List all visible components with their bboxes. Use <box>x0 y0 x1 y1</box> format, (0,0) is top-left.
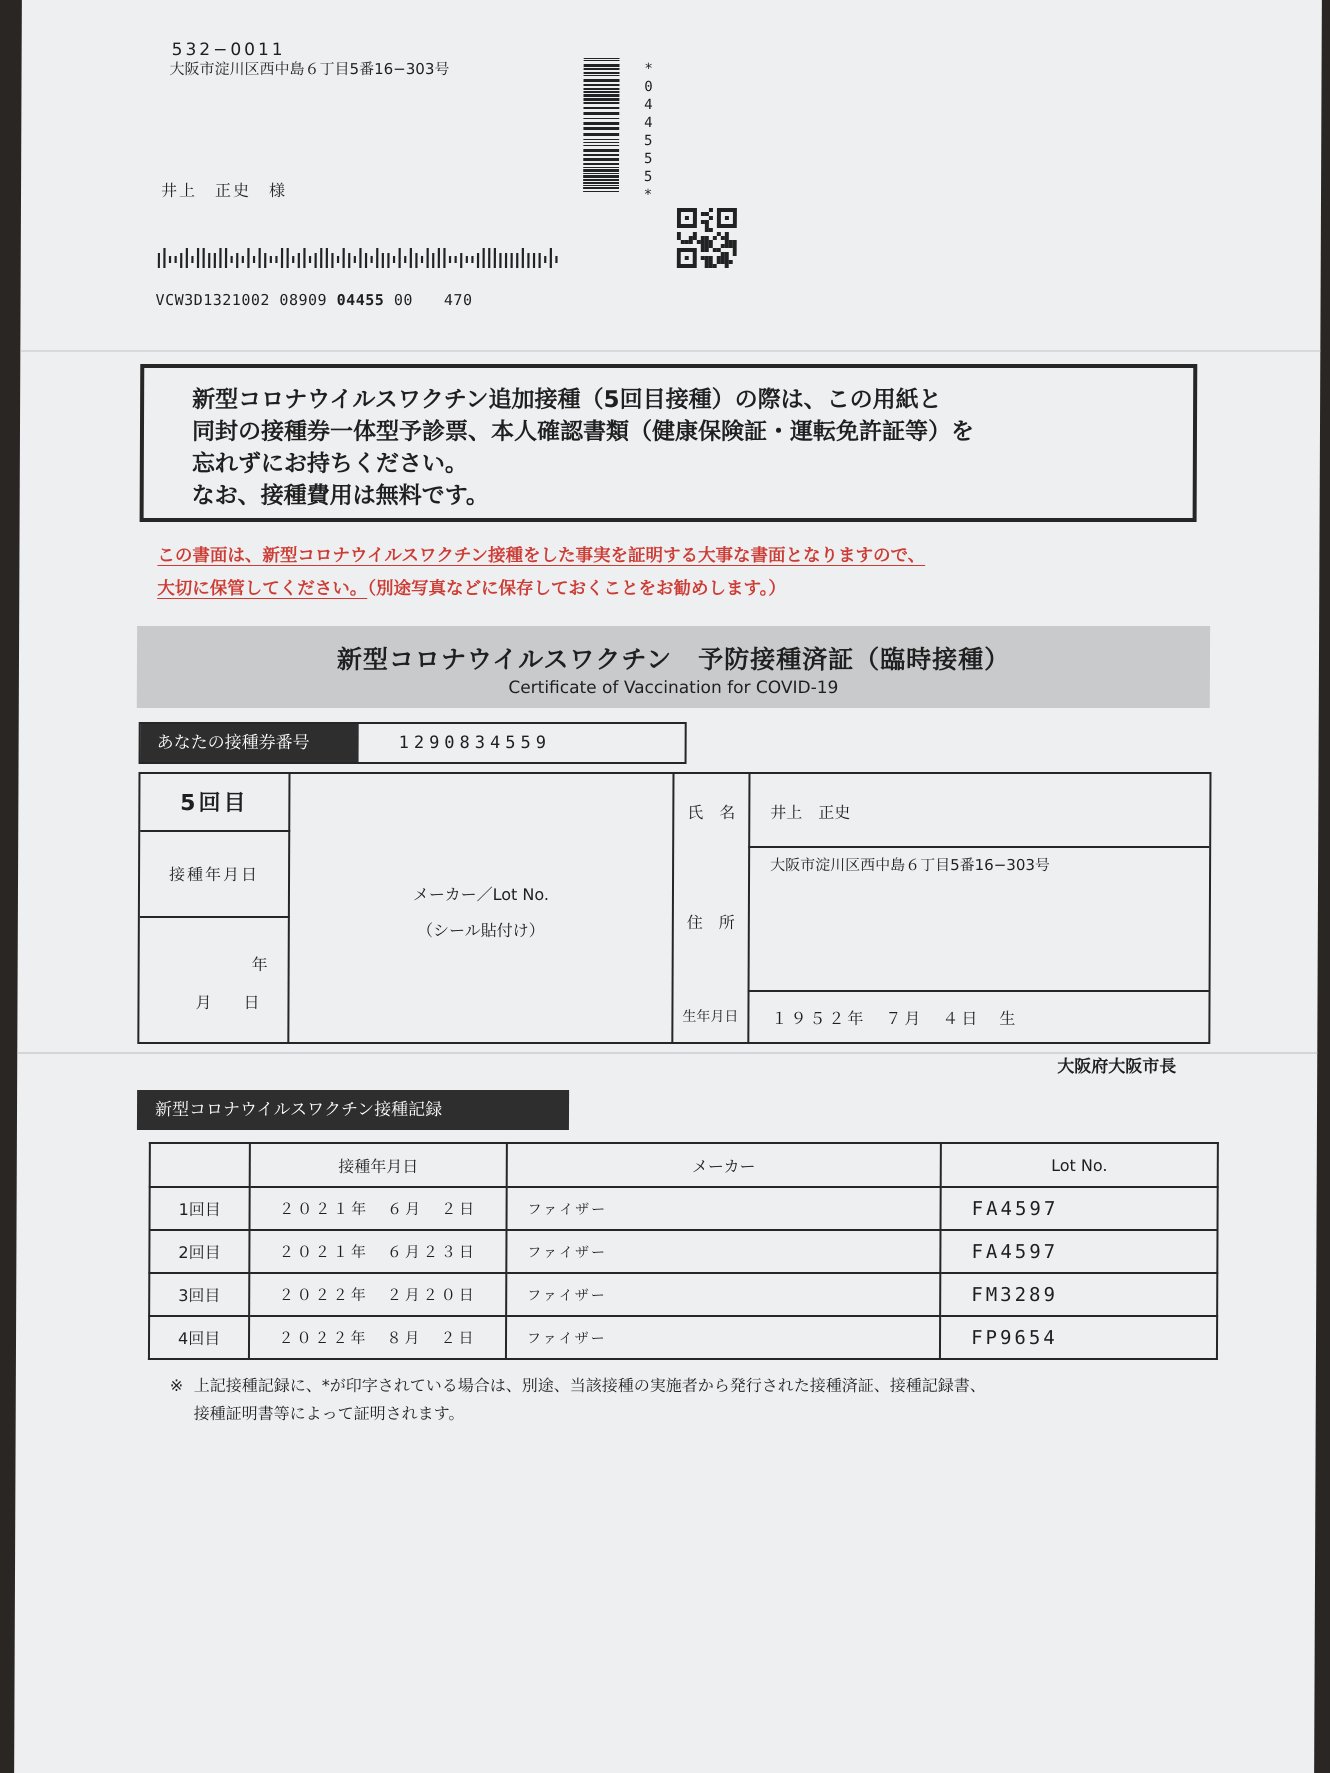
note-line-2: 接種証明書等によって証明されます。 <box>193 1404 465 1423</box>
record-dose: 2回目 <box>149 1230 249 1273</box>
notice-line: 新型コロナウイルスワクチン追加接種（5回目接種）の際は、この用紙と <box>192 387 942 413</box>
name-label: 氏 名 <box>687 803 736 822</box>
record-maker: ファイザー <box>506 1230 940 1273</box>
record-header-maker: メーカー <box>507 1143 941 1187</box>
recipient-name: 井上 正史 様 <box>160 181 288 200</box>
notice-box <box>140 364 1198 522</box>
year-label: 年 <box>251 955 268 974</box>
mailing-code-suffix: 00 470 <box>393 291 473 309</box>
vertical-barcode-number: * 0 4 4 5 5 5 * <box>643 61 653 203</box>
record-maker: ファイザー <box>506 1273 940 1316</box>
certificate-form <box>137 772 1211 1044</box>
record-maker: ファイザー <box>506 1187 940 1230</box>
record-date: ２０２１年 ６月 ２日 <box>250 1187 507 1230</box>
fold-line <box>20 350 1320 352</box>
birth-label: 生年月日 <box>682 1009 739 1025</box>
birth-value: １９５２年 ７月 ４日 生 <box>771 1009 1019 1028</box>
certificate-title: 新型コロナウイルスワクチン 予防接種済証（臨時接種） <box>336 645 1011 674</box>
table-row <box>150 1187 1218 1230</box>
certificate-title-band <box>137 626 1210 708</box>
mailing-code <box>156 289 473 310</box>
record-header-dose <box>150 1143 250 1187</box>
warning-line-2-rest: （別途写真などに保存しておくことをお勧めします。） <box>367 579 786 599</box>
sticker-label: （シール貼付け） <box>416 921 545 940</box>
record-dose: 4回目 <box>149 1316 249 1359</box>
table-row <box>149 1316 1217 1359</box>
record-lot: FM3289 <box>940 1273 1217 1316</box>
record-lot: FA4597 <box>940 1230 1217 1273</box>
note-mark: ※ <box>169 1376 184 1395</box>
warning-line-2: 大切に保管してください。 <box>157 579 368 599</box>
table-row <box>149 1230 1217 1273</box>
address-label: 住 所 <box>686 913 735 932</box>
maker-lot-label: メーカー／Lot No. <box>412 885 550 904</box>
keep-safe-warning <box>157 540 925 606</box>
record-label: 新型コロナウイルスワクチン接種記録 <box>137 1090 569 1130</box>
record-date: ２０２２年 ２月２０日 <box>249 1273 506 1316</box>
record-header-lot: Lot No. <box>941 1143 1218 1187</box>
record-note <box>169 1372 986 1428</box>
notice-line: なお、接種費用は無料です。 <box>191 483 489 509</box>
notice-line: 同封の接種券一体型予診票、本人確認書類（健康保険証・運転免許証等）を <box>191 419 975 445</box>
qr-code-icon <box>677 208 737 268</box>
record-lot: FP9654 <box>940 1316 1217 1359</box>
mailing-address: 大阪市淀川区西中島６丁目5番16−303号 <box>169 60 450 78</box>
record-dose: 1回目 <box>150 1187 250 1230</box>
record-maker: ファイザー <box>506 1316 940 1359</box>
ticket-number-box <box>139 722 687 764</box>
mailing-code-prefix: VCW3D1321002 08909 <box>155 291 328 309</box>
record-date: ２０２１年 ６月２３日 <box>250 1230 507 1273</box>
vertical-barcode <box>583 58 620 196</box>
record-lot: FA4597 <box>941 1187 1218 1230</box>
note-line-1: 上記接種記録に、*が印字されている場合は、別途、当該接種の実施者から発行された接種済証、接種記録書、 <box>193 1376 986 1395</box>
record-table <box>148 1142 1219 1360</box>
address-value: 大阪市淀川区西中島６丁目5番16−303号 <box>770 856 1050 874</box>
table-row <box>149 1273 1217 1316</box>
postal-code: 532−0011 <box>171 40 286 60</box>
mailing-code-bold: 04455 <box>336 291 385 309</box>
warning-line-1: この書面は、新型コロナウイルスワクチン接種をした事実を証明する大事な書面となりますので、 <box>157 546 926 566</box>
ticket-number-value: 1290834559 <box>398 733 552 753</box>
month-day-label: 月 日 <box>195 993 260 1012</box>
certificate-title-english: Certificate of Vaccination for COVID-19 <box>508 678 839 698</box>
record-header-row <box>150 1143 1218 1187</box>
name-value: 井上 正史 <box>770 803 851 822</box>
notice-line: 忘れずにお持ちください。 <box>191 451 468 477</box>
record-dose: 3回目 <box>149 1273 249 1316</box>
date-label: 接種年月日 <box>168 865 260 884</box>
certificate-sheet <box>14 0 1322 1773</box>
dose-label: 5回目 <box>180 791 249 816</box>
record-date: ２０２２年 ８月 ２日 <box>249 1316 506 1359</box>
postal-barcode <box>158 248 563 268</box>
issuer: 大阪府大阪市長 <box>1057 1057 1177 1077</box>
ticket-number-label: あなたの接種券番号 <box>141 724 359 762</box>
record-header-date: 接種年月日 <box>250 1143 507 1187</box>
